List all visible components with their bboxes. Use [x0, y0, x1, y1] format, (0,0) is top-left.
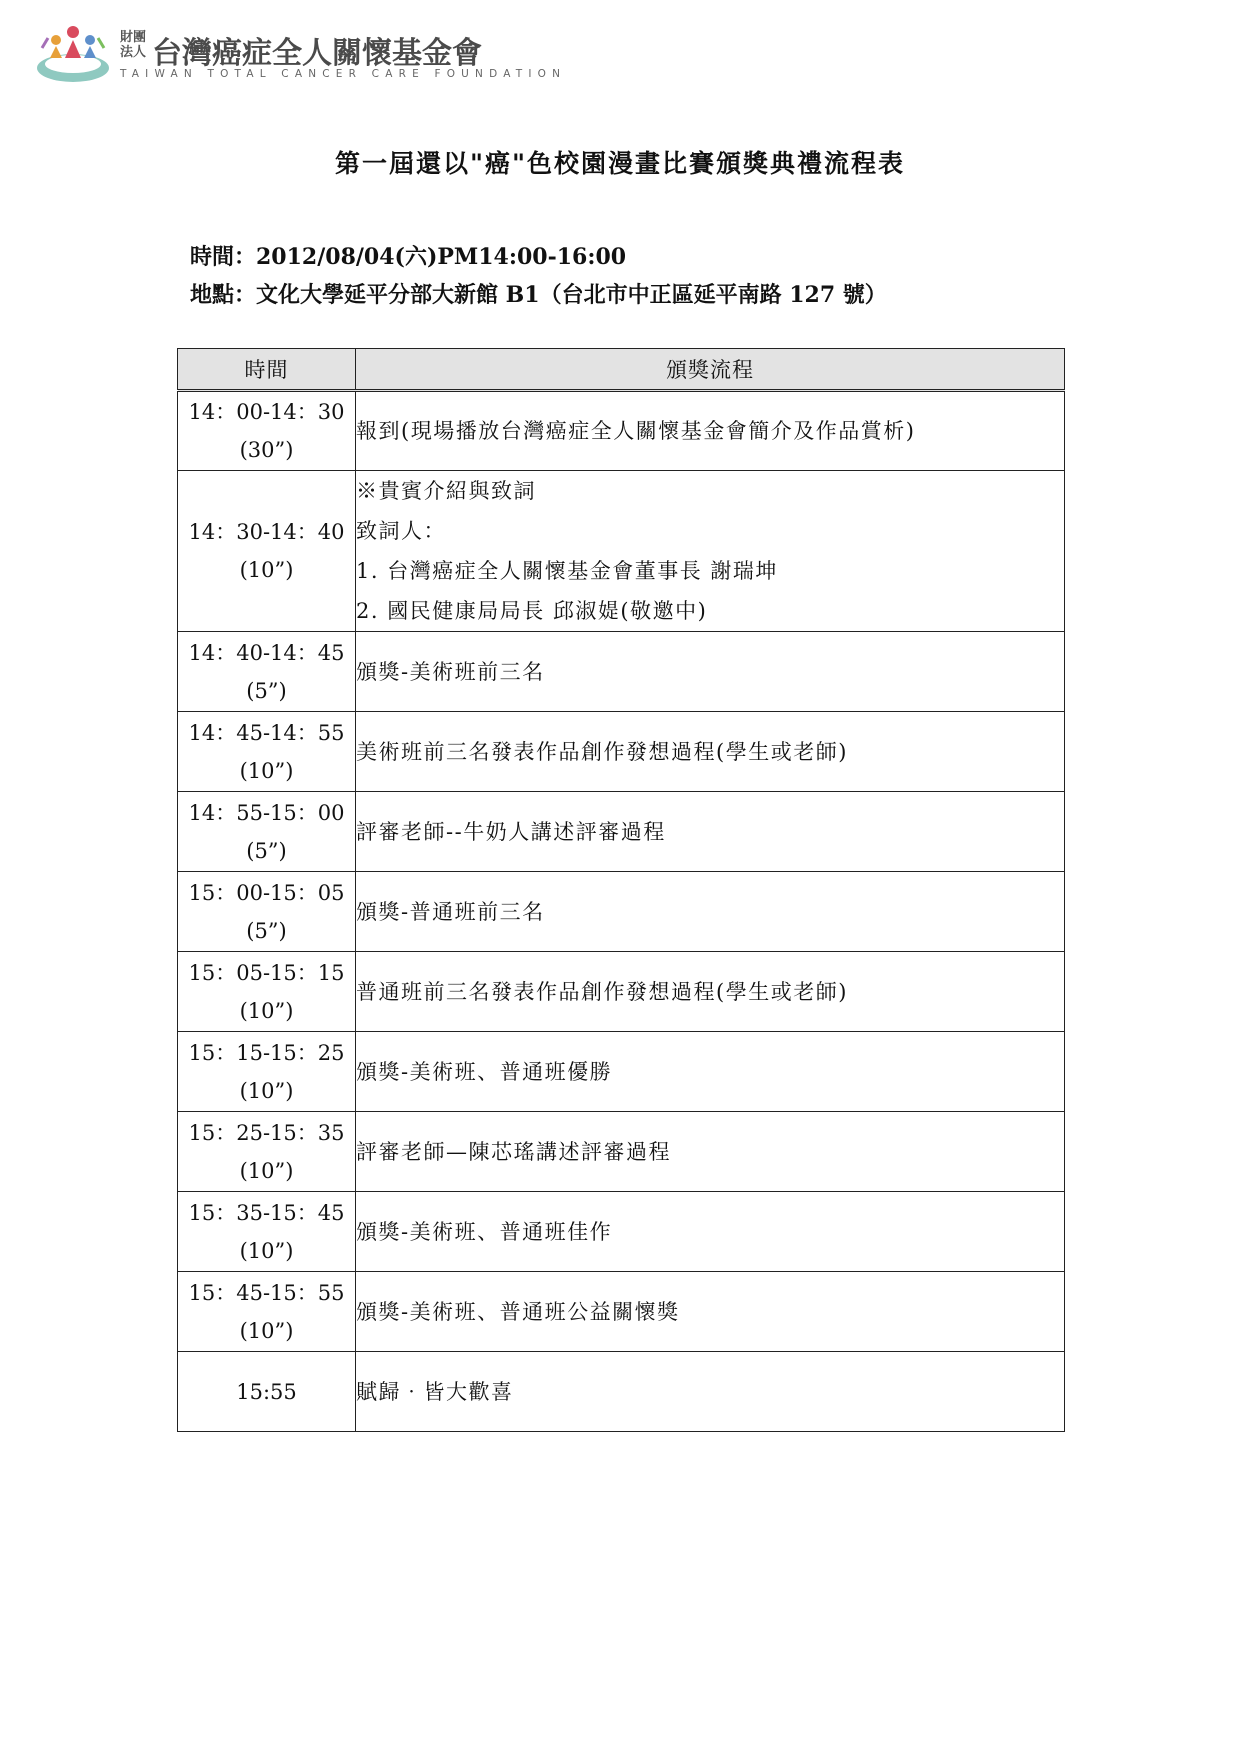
time-cell: [178, 872, 356, 952]
flow-cell: [356, 1112, 1065, 1192]
time-cell: [178, 1192, 356, 1272]
flow-cell: [356, 1032, 1065, 1112]
flow-line: 頒獎-美術班、普通班佳作: [356, 1219, 613, 1244]
table-row: [178, 1192, 1065, 1272]
time-cell: [178, 1352, 356, 1432]
time-range: 14：30-14：40: [188, 520, 345, 544]
time-duration: (10”): [239, 1318, 294, 1343]
table-row: [178, 1272, 1065, 1352]
time-duration: (5”): [246, 918, 287, 943]
time-cell: [178, 712, 356, 792]
time-cell: [178, 471, 356, 632]
flow-cell: [356, 391, 1065, 471]
table-row: [178, 1112, 1065, 1192]
flow-line: 頒獎-美術班、普通班公益關懷獎: [356, 1299, 680, 1324]
time-range: 14：40-14：45: [188, 640, 345, 665]
flow-cell: [356, 952, 1065, 1032]
time-cell: [178, 952, 356, 1032]
time-duration: (10”): [239, 1158, 294, 1183]
flow-line: 美術班前三名發表作品創作發想過程(學生或老師): [356, 739, 848, 764]
flow-line: 評審老師--牛奶人講述評審過程: [356, 819, 666, 844]
time-duration: (5”): [246, 838, 287, 863]
time-range: 15：45-15：55: [188, 1280, 345, 1305]
time-cell: [178, 1112, 356, 1192]
event-time: 時間：2012/08/04(六)PM14:00-16:00: [190, 244, 627, 270]
organization-name: 台灣癌症全人關懷基金會: [152, 36, 482, 71]
time-range: 15：00-15：05: [188, 880, 345, 905]
flow-cell: [356, 1192, 1065, 1272]
flow-cell: [356, 471, 1065, 632]
flow-line: 致詞人：: [356, 519, 446, 543]
time-duration: (10”): [239, 558, 294, 582]
flow-cell: [356, 712, 1065, 792]
flow-line: ※貴賓介紹與致詞: [356, 479, 536, 503]
time-duration: (10”): [239, 1078, 294, 1103]
logo-prefix-text: 財團法人: [120, 30, 147, 60]
time-duration: (5”): [246, 678, 287, 703]
time-range: 14：55-15：00: [188, 800, 345, 825]
flow-cell: [356, 1352, 1065, 1432]
time-range: 14：45-14：55: [188, 720, 345, 745]
schedule-table: [177, 348, 1065, 1432]
time-range: 15：15-15：25: [188, 1040, 345, 1065]
document-title: 第一屆還以"癌"色校園漫畫比賽頒獎典禮流程表: [334, 149, 906, 178]
header-flow: 頒獎流程: [356, 349, 1065, 391]
time-range: 15：05-15：15: [188, 960, 345, 985]
time-cell: [178, 391, 356, 471]
time-cell: [178, 1032, 356, 1112]
foundation-logo: [34, 18, 567, 90]
table-row: [178, 1032, 1065, 1112]
table-row: [178, 712, 1065, 792]
flow-line: 評審老師—陳芯瑤講述評審過程: [356, 1139, 671, 1164]
time-range: 15:55: [236, 1379, 297, 1404]
flow-cell: [356, 1272, 1065, 1352]
schedule-body: [178, 391, 1065, 1432]
time-cell: [178, 632, 356, 712]
time-range: 15：25-15：35: [188, 1120, 345, 1145]
flow-line: 賦歸‧皆大歡喜: [356, 1379, 514, 1404]
table-row: [178, 872, 1065, 952]
time-duration: (10”): [239, 758, 294, 783]
table-row: [178, 1352, 1065, 1432]
table-row: [178, 391, 1065, 471]
flow-line: 普通班前三名發表作品創作發想過程(學生或老師): [356, 979, 848, 1004]
time-duration: (10”): [239, 1238, 294, 1263]
flow-line: 頒獎-美術班、普通班優勝: [356, 1059, 613, 1084]
flow-line: 1. 台灣癌症全人關懷基金會董事長 謝瑞坤: [356, 559, 778, 583]
table-row: [178, 471, 1065, 632]
table-header-row: [178, 349, 1065, 391]
event-place: 地點：文化大學延平分部大新館 B1（台北市中正區延平南路 127 號）: [190, 282, 887, 308]
time-duration: (30”): [239, 438, 294, 462]
time-range: 14：00-14：30: [188, 400, 345, 424]
table-row: [178, 792, 1065, 872]
time-cell: [178, 1272, 356, 1352]
table-row: [178, 952, 1065, 1032]
flow-cell: [356, 792, 1065, 872]
flow-line: 2. 國民健康局局長 邱淑媞(敬邀中): [356, 599, 708, 623]
flow-line: 頒獎-美術班前三名: [356, 659, 545, 684]
flow-line: 頒獎-普通班前三名: [356, 899, 545, 924]
flow-cell: [356, 872, 1065, 952]
time-duration: (10”): [239, 998, 294, 1023]
table-row: [178, 632, 1065, 712]
flow-cell: [356, 632, 1065, 712]
header-time: 時間: [178, 349, 356, 391]
organization-name-english: TAIWAN TOTAL CANCER CARE FOUNDATION: [120, 68, 567, 80]
foundation-logo-icon: [34, 18, 112, 90]
time-cell: [178, 792, 356, 872]
time-range: 15：35-15：45: [188, 1200, 345, 1225]
flow-line: 報到(現場播放台灣癌症全人關懷基金會簡介及作品賞析): [356, 419, 916, 443]
